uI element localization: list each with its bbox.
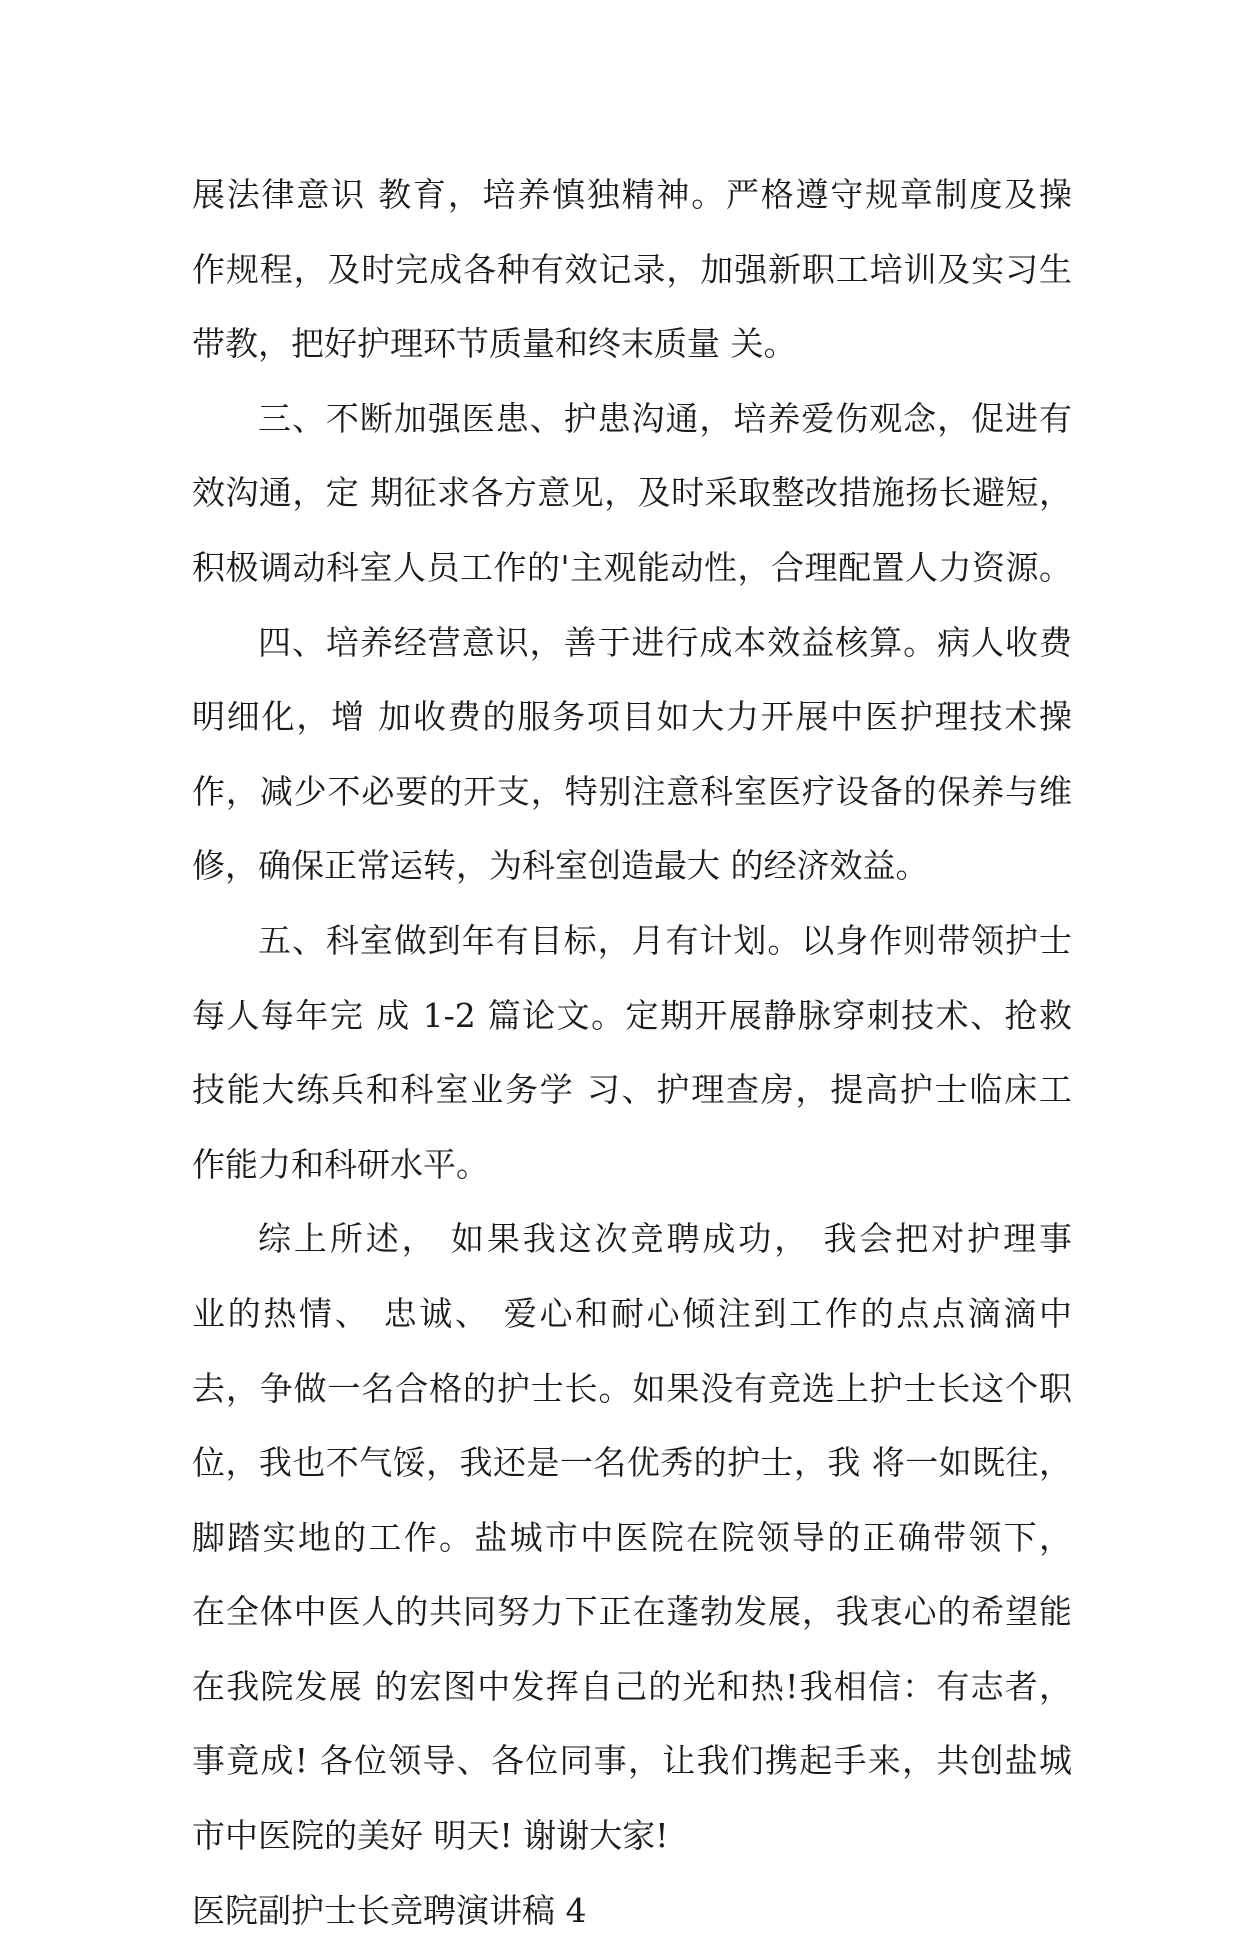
text-line: 业的热情、 忠诚、 爱心和耐心倾注到工作的点点滴滴中 — [192, 1293, 1072, 1333]
text-line: 修，确保正常运转，为科室创造最大 的经济效益。 — [192, 846, 929, 886]
text-line: 在我院发展 的宏图中发挥自己的光和热!我相信：有志者， — [192, 1666, 1072, 1706]
text-line: 每人每年完 成 1-2 篇论文。定期开展静脉穿刺技术、抢救 — [192, 995, 1072, 1035]
text-line: 展法律意识 教育，培养慎独精神。严格遵守规章制度及操 — [192, 175, 1072, 214]
text-line: 效沟通，定 期征求各方意见，及时采取整改措施扬长避短， — [192, 473, 1072, 513]
text-line: 三、不断加强医患、护患沟通，培养爱伤观念，促进有 — [258, 398, 1072, 438]
text-line: 四、培养经营意识，善于进行成本效益核算。病人收费 — [258, 622, 1072, 662]
text-line: 作，减少不必要的开支，特别注意科室医疗设备的保养与维 — [192, 771, 1072, 811]
text-line: 市中医院的美好 明天! 谢谢大家! — [192, 1816, 669, 1856]
text-line: 积极调动科室人员工作的'主观能动性，合理配置人力资源。 — [192, 547, 1072, 587]
document-body — [192, 158, 1072, 1948]
text-line: 综上所述， 如果我这次竞聘成功， 我会把对护理事 — [258, 1219, 1072, 1259]
text-line: 五、科室做到年有目标，月有计划。以身作则带领护士 — [258, 920, 1072, 960]
text-line: 在全体中医人的共同努力下正在蓬勃发展，我衷心的希望能 — [192, 1592, 1072, 1632]
text-line: 明细化，增 加收费的服务项目如大力开展中医护理技术操 — [192, 697, 1072, 737]
text-line: 脚踏实地的工作。盐城市中医院在院领导的正确带领下， — [192, 1517, 1072, 1557]
text-line: 带教，把好护理环节质量和终末质量 关。 — [192, 324, 797, 364]
section-heading: 医院副护士长竞聘演讲稿 4 — [192, 1890, 587, 1930]
text-line: 作规程，及时完成各种有效记录，加强新职工培训及实习生 — [192, 249, 1072, 289]
text-line: 位，我也不气馁，我还是一名优秀的护士，我 将一如既往， — [192, 1443, 1072, 1483]
text-line: 事竟成! 各位领导、各位同事，让我们携起手来，共创盐城 — [192, 1741, 1072, 1781]
text-line: 去，争做一名合格的护士长。如果没有竞选上护士长这个职 — [192, 1368, 1072, 1408]
text-line: 技能大练兵和科室业务学 习、护理查房，提高护士临床工 — [192, 1070, 1072, 1110]
text-line: 作能力和科研水平。 — [192, 1144, 489, 1184]
